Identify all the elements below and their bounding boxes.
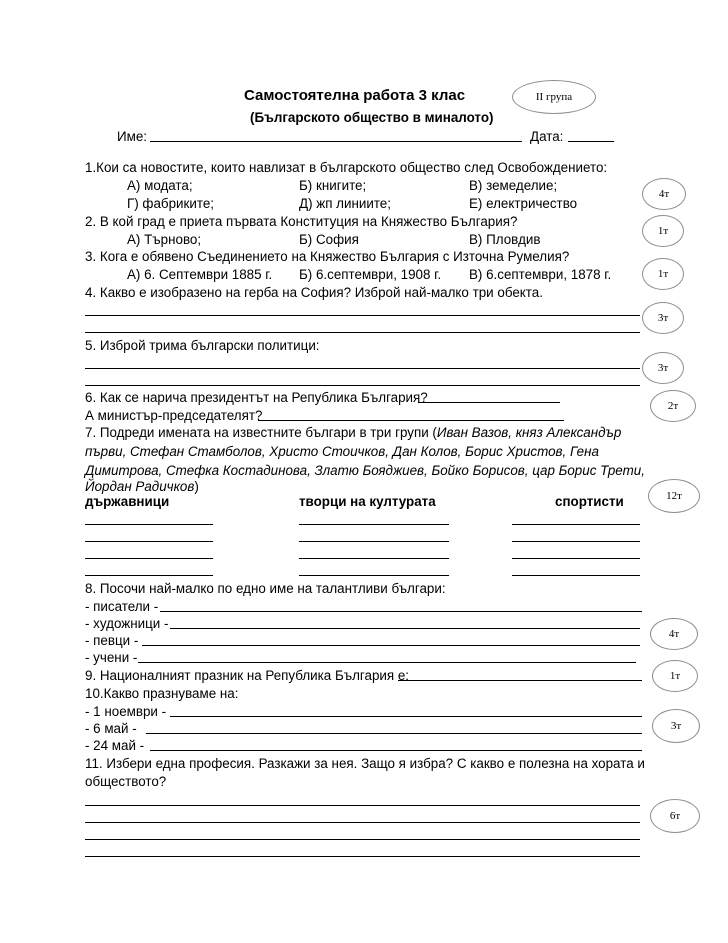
- q2-option-v: В) Пловдив: [469, 232, 541, 247]
- q3-option-v: В) 6.септември, 1878 г.: [469, 267, 612, 282]
- date-label: Дата:: [530, 129, 564, 144]
- question-6: 6. Как се нарича президентът на Република България?: [85, 390, 428, 405]
- answer-line[interactable]: [85, 856, 640, 857]
- name-label: Име:: [117, 129, 147, 144]
- answer-line[interactable]: [85, 332, 640, 333]
- athletes-line[interactable]: [512, 524, 640, 525]
- scientists-line[interactable]: [138, 662, 636, 663]
- answer-line[interactable]: [85, 385, 640, 386]
- question-7-line-2: първи, Стефан Стамболов, Христо Стоичков, Дан Колов, Борис Христов, Гена: [85, 444, 599, 459]
- page-subtitle: (Българското общество в миналото): [250, 110, 494, 125]
- q9-points-badge: 1т: [652, 660, 698, 692]
- athletes-line[interactable]: [512, 558, 640, 559]
- question-6-part-2: А министър-председателят?: [85, 408, 263, 423]
- may-24-line[interactable]: [150, 750, 642, 751]
- question-7-line-3: Димитрова, Стефка Костадинова, Златю Бояджиев, Бойко Борисов, цар Борис Трети,: [85, 463, 645, 478]
- q1-points-badge: 4т: [642, 178, 686, 210]
- question-2: 2. В кой град е приета първата Конституция на Княжество България?: [85, 214, 518, 229]
- q2-points-badge: 1т: [642, 215, 684, 247]
- q3-option-b: Б) 6.септември, 1908 г.: [299, 267, 442, 282]
- q10-points-badge: 3т: [652, 709, 700, 743]
- singers-line[interactable]: [142, 645, 640, 646]
- may-6-line[interactable]: [146, 733, 642, 734]
- november-1-line[interactable]: [170, 716, 642, 717]
- group-badge: II група: [512, 80, 596, 114]
- culture-line[interactable]: [299, 575, 449, 576]
- answer-line[interactable]: [85, 805, 640, 806]
- q1-option-g: Г) фабриките;: [127, 196, 214, 211]
- statesmen-line[interactable]: [85, 524, 213, 525]
- q3-option-a: А) 6. Септември 1885 г.: [127, 267, 273, 282]
- writers-line[interactable]: [160, 611, 642, 612]
- q5-points-badge: 3т: [642, 352, 684, 384]
- question-1: 1.Кои са новостите, които навлизат в българското общество след Освобождението:: [85, 160, 608, 175]
- holiday-answer-line[interactable]: [398, 680, 642, 681]
- name-field[interactable]: [150, 141, 522, 142]
- q2-option-a: А) Търново;: [127, 232, 202, 247]
- q3-points-badge: 1т: [642, 258, 684, 290]
- question-3: 3. Кога е обявено Съединението на Княжество България с Източна Румелия?: [85, 249, 570, 264]
- q1-option-d: Д) жп линиите;: [299, 196, 391, 211]
- artists-label: - художници -: [85, 616, 169, 631]
- question-4: 4. Какво е изобразено на герба на София? Изброй най-малко три обекта.: [85, 285, 543, 300]
- statesmen-line[interactable]: [85, 541, 213, 542]
- culture-line[interactable]: [299, 524, 449, 525]
- athletes-line[interactable]: [512, 541, 640, 542]
- q1-option-b: Б) книгите;: [299, 178, 367, 193]
- q4-points-badge: 3т: [642, 302, 684, 334]
- q8-points-badge: 4т: [650, 618, 698, 650]
- pm-answer-line[interactable]: [258, 420, 564, 421]
- q1-option-v: В) земеделие;: [469, 178, 558, 193]
- q6-points-badge: 2т: [650, 390, 696, 422]
- may-24-label: - 24 май -: [85, 738, 145, 753]
- athletes-line[interactable]: [512, 575, 640, 576]
- scientists-label: - учени -: [85, 650, 138, 665]
- question-5: 5. Изброй трима български политици:: [85, 338, 320, 353]
- column-statesmen: държавници: [85, 494, 170, 509]
- q7-points-badge: 12т: [648, 479, 700, 513]
- question-11-part-2: обществото?: [85, 774, 167, 789]
- statesmen-line[interactable]: [85, 575, 213, 576]
- answer-line[interactable]: [85, 839, 640, 840]
- column-culture: творци на културата: [299, 494, 436, 509]
- q1-option-a: А) модата;: [127, 178, 193, 193]
- artists-line[interactable]: [170, 628, 640, 629]
- may-6-label: - 6 май -: [85, 721, 137, 736]
- question-8: 8. Посочи най-малко по едно име на талантливи българи:: [85, 581, 446, 596]
- page-title: Самостоятелна работа 3 клас: [244, 87, 466, 104]
- culture-line[interactable]: [299, 541, 449, 542]
- question-7-line-4: Йордан Радичков): [85, 479, 199, 494]
- question-9: 9. Националният празник на Република България е:: [85, 668, 410, 683]
- question-10: 10.Какво празнуваме на:: [85, 686, 239, 701]
- answer-line[interactable]: [85, 368, 640, 369]
- q11-points-badge: 6т: [650, 799, 700, 833]
- answer-line[interactable]: [85, 315, 640, 316]
- question-11: 11. Избери една професия. Разкажи за нея. Защо я избра? С какво е полезна на хората и: [85, 756, 645, 771]
- date-field[interactable]: [568, 141, 614, 142]
- statesmen-line[interactable]: [85, 558, 213, 559]
- q1-option-e: Е) електричество: [469, 196, 578, 211]
- november-1-label: - 1 ноември -: [85, 704, 167, 719]
- writers-label: - писатели -: [85, 599, 159, 614]
- president-answer-line[interactable]: [418, 402, 560, 403]
- singers-label: - певци -: [85, 633, 139, 648]
- column-athletes: спортисти: [555, 494, 624, 509]
- answer-line[interactable]: [85, 822, 640, 823]
- culture-line[interactable]: [299, 558, 449, 559]
- question-7-line-1: 7. Подреди имената на известните българи в три групи (Иван Вазов, княз Александър: [85, 425, 622, 440]
- q2-option-b: Б) София: [299, 232, 359, 247]
